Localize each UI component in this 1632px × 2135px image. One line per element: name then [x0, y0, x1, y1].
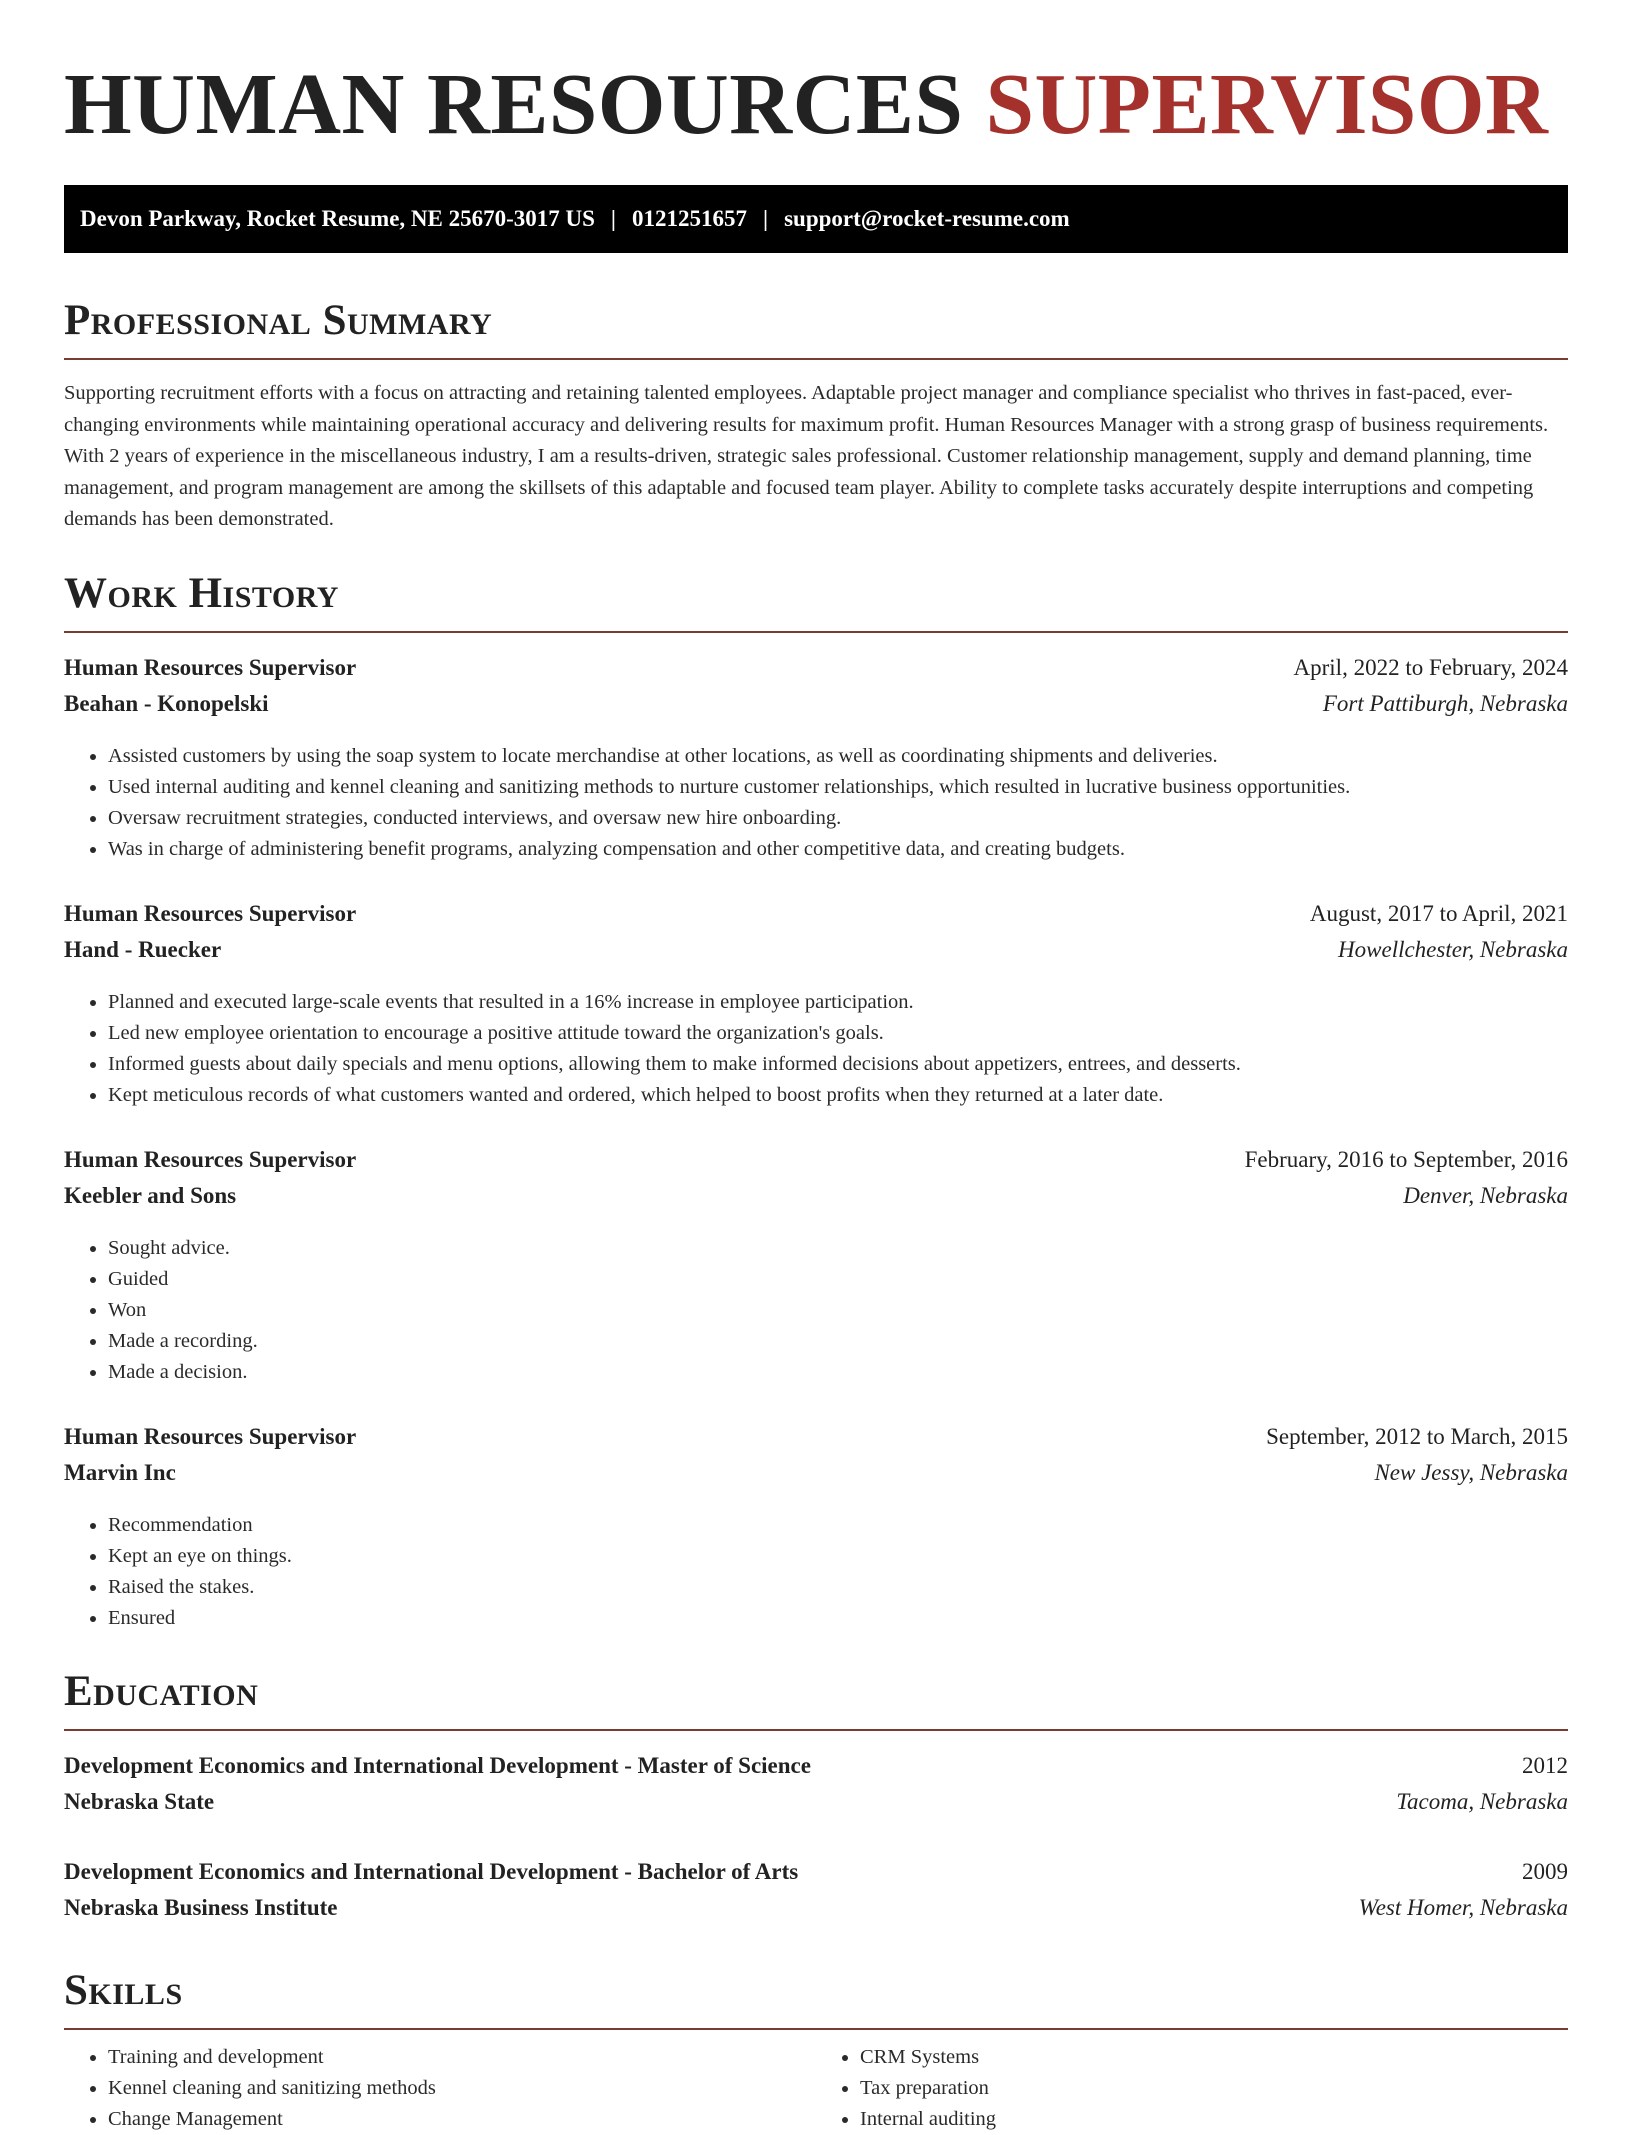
skill-item: • Internal auditing: [860, 2104, 1568, 2135]
job-bullet: • Used internal auditing and kennel cleaning and sanitizing methods to nurture customer relationships, which resulted in lucrative business opportunities.: [108, 772, 1568, 803]
job-bullets: [64, 1233, 1568, 1388]
job-bullet: • Was in charge of administering benefit programs, analyzing compensation and other competitive data, and creating budgets.: [108, 834, 1568, 865]
skills-column-right: [816, 2042, 1568, 2135]
edu-year: 2012: [1522, 1752, 1568, 1778]
job-bullets: [64, 741, 1568, 865]
skill-item: • Kennel cleaning and sanitizing methods: [108, 2073, 816, 2104]
job-bullet: • Planned and executed large-scale events that resulted in a 16% increase in employee participation.: [108, 987, 1568, 1018]
job-company: Keebler and Sons: [64, 1182, 237, 1208]
job-bullet: • Guided: [108, 1264, 1568, 1295]
job-bullet: • Kept an eye on things.: [108, 1541, 1568, 1572]
job-dates: April, 2022 to February, 2024: [1293, 654, 1568, 680]
job-bullet: • Recommendation: [108, 1510, 1568, 1541]
edu-degree: Development Economics and International Development - Bachelor of Arts: [64, 1858, 799, 1884]
contact-email: support@rocket-resume.com: [784, 206, 1070, 231]
job-dates: February, 2016 to September, 2016: [1244, 1146, 1568, 1172]
skill-item: • Training and development: [108, 2042, 816, 2073]
skill-item: • Tax preparation: [860, 2073, 1568, 2104]
summary-heading: Professional Summary: [64, 297, 493, 344]
skills-heading: Skills: [64, 1966, 183, 2014]
work-history-heading: Work History: [64, 569, 339, 617]
job-company: Hand - Ruecker: [64, 936, 222, 962]
job-location: Fort Pattiburgh, Nebraska: [1322, 690, 1568, 716]
job-bullets: [64, 1510, 1568, 1634]
job-bullet: • Assisted customers by using the soap system to locate merchandise at other locations, as well as coordinating shipments and deliveries.: [108, 741, 1568, 772]
job-entry: [64, 901, 1568, 1111]
skill-item: • CRM Systems: [860, 2042, 1568, 2073]
contact-bar: [64, 185, 1568, 253]
skills-column-left: [64, 2042, 816, 2135]
contact-separator: |: [610, 206, 616, 231]
section-divider: [64, 358, 1568, 360]
job-role: Human Resources Supervisor: [64, 654, 357, 680]
edu-school: Nebraska State: [64, 1788, 215, 1814]
section-divider: [64, 2028, 1568, 2030]
job-entry: [64, 655, 1568, 865]
job-bullets: [64, 987, 1568, 1111]
education-heading: Education: [64, 1667, 259, 1715]
job-company: Beahan - Konopelski: [64, 690, 269, 716]
title-main: HUMAN RESOURCES: [64, 55, 964, 152]
job-bullet: • Led new employee orientation to encourage a positive attitude toward the organization's goals.: [108, 1018, 1568, 1049]
summary-text: Supporting recruitment efforts with a focus on attracting and retaining talented employees. Adaptable project manager and compliance specialist who thrives in fast-paced, ever-changing environments while maintaining operational accuracy and delivering results for maximum profit. Human Resources Manager with a strong grasp of business requirements. With 2 years of experience in the miscellaneous industry, I am a results-driven, strategic sales professional. Customer relationship management, supply and demand planning, time management, and program management are among the skillsets of this adaptable and focused team player. Ability to complete tasks accurately despite interruptions and competing demands has been demonstrated.: [64, 382, 1549, 530]
job-company: Marvin Inc: [64, 1459, 176, 1485]
job-bullet: • Made a decision.: [108, 1357, 1568, 1388]
edu-school: Nebraska Business Institute: [64, 1894, 338, 1920]
job-bullet: • Informed guests about daily specials and menu options, allowing them to make informed decisions about appetizers, entrees, and desserts.: [108, 1049, 1568, 1080]
education-entry: [64, 1859, 1568, 1931]
contact-phone: 0121251657: [632, 206, 747, 231]
skills-list: [64, 2042, 1568, 2135]
job-bullet: • Raised the stakes.: [108, 1572, 1568, 1603]
job-role: Human Resources Supervisor: [64, 1146, 357, 1172]
job-role: Human Resources Supervisor: [64, 900, 357, 926]
contact-separator: |: [763, 206, 769, 231]
job-role: Human Resources Supervisor: [64, 1423, 357, 1449]
contact-address: Devon Parkway, Rocket Resume, NE 25670-3017 US: [80, 206, 595, 231]
resume-title: [64, 50, 1568, 156]
job-entry: [64, 1147, 1568, 1388]
job-bullet: • Ensured: [108, 1603, 1568, 1634]
job-bullet: • Oversaw recruitment strategies, conducted interviews, and oversaw new hire onboarding.: [108, 803, 1568, 834]
job-bullet: • Sought advice.: [108, 1233, 1568, 1264]
edu-degree: Development Economics and International Development - Master of Science: [64, 1752, 811, 1778]
edu-year: 2009: [1522, 1858, 1568, 1884]
section-divider: [64, 1729, 1568, 1731]
title-accent: SUPERVISOR: [985, 55, 1549, 152]
job-entry: [64, 1424, 1568, 1634]
job-location: Denver, Nebraska: [1403, 1182, 1568, 1208]
edu-location: Tacoma, Nebraska: [1396, 1788, 1568, 1814]
job-bullet: • Kept meticulous records of what customers wanted and ordered, which helped to boost profits when they returned at a later date.: [108, 1080, 1568, 1111]
edu-location: West Homer, Nebraska: [1358, 1894, 1568, 1920]
job-location: New Jessy, Nebraska: [1374, 1459, 1568, 1485]
job-location: Howellchester, Nebraska: [1338, 936, 1568, 962]
job-dates: September, 2012 to March, 2015: [1266, 1423, 1568, 1449]
job-bullet: • Made a recording.: [108, 1326, 1568, 1357]
job-dates: August, 2017 to April, 2021: [1309, 900, 1568, 926]
education-entry: [64, 1753, 1568, 1825]
section-divider: [64, 631, 1568, 633]
skill-item: • Change Management: [108, 2104, 816, 2135]
job-bullet: • Won: [108, 1295, 1568, 1326]
